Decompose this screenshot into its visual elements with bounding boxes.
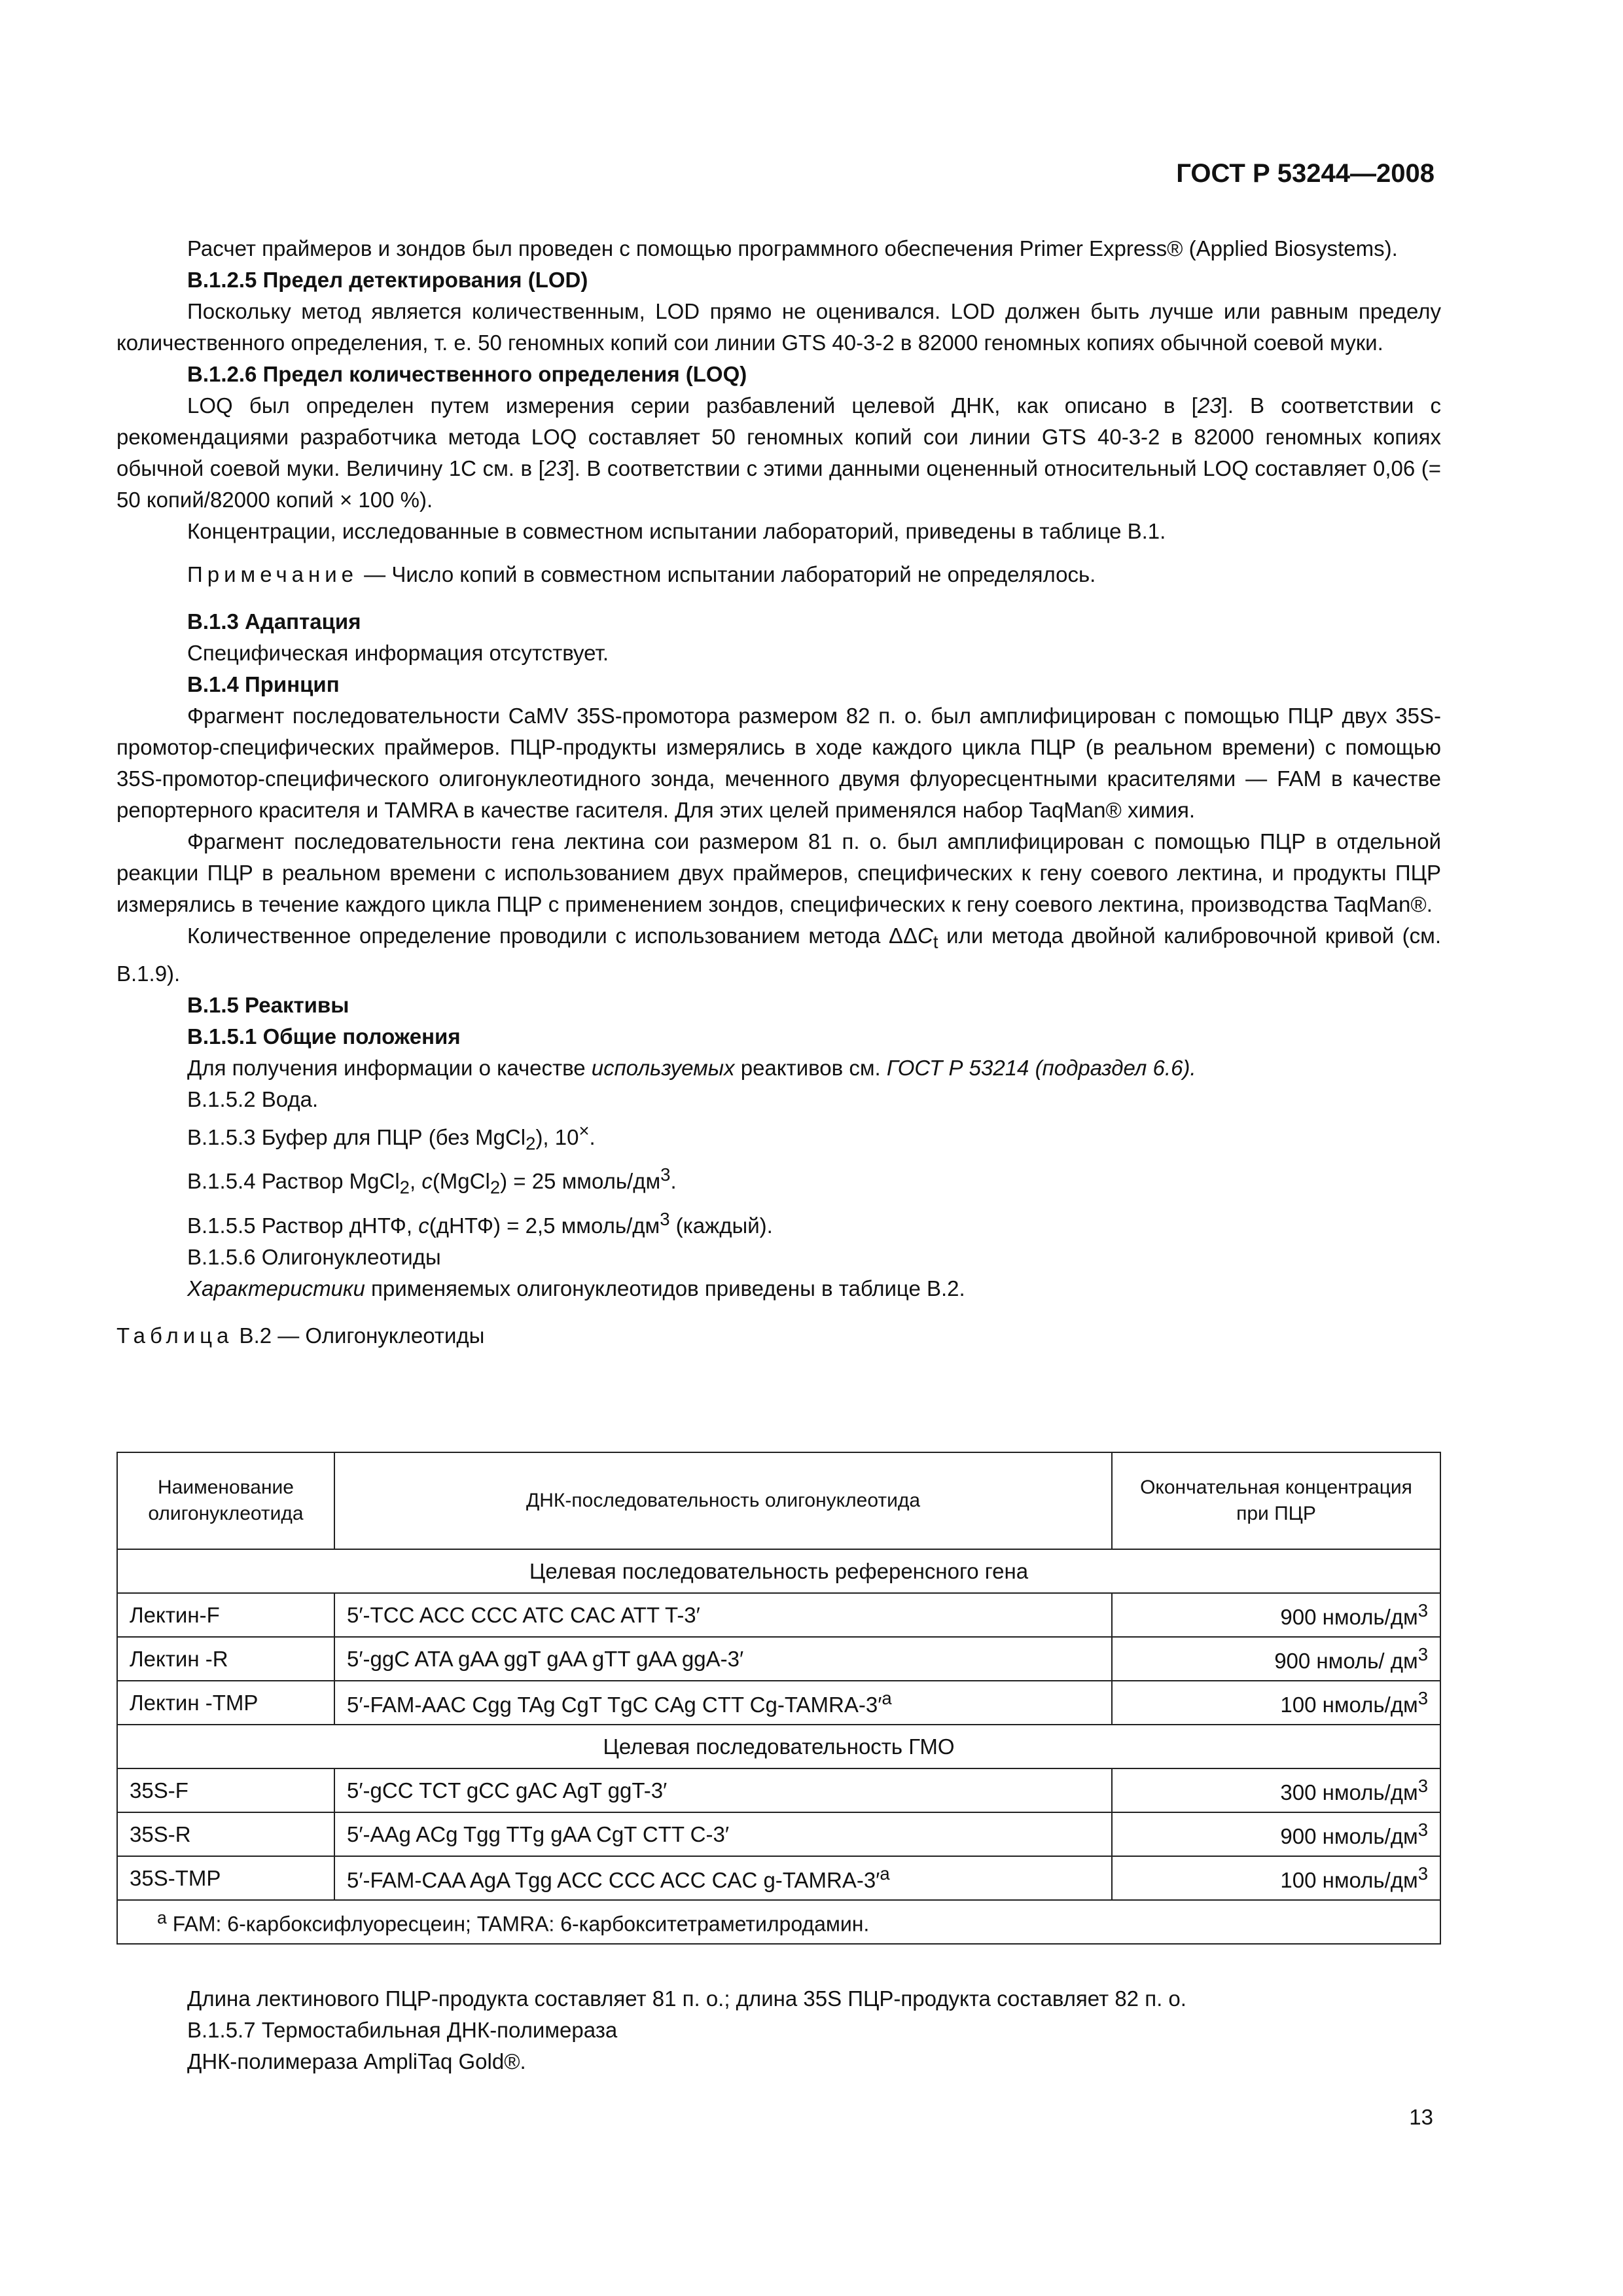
b155-text-b: (дНТФ) = 2,5 ммоль/дм <box>429 1213 660 1238</box>
oligo-sequence: 5′-AAg ACg Tgg TTg gAA CgT CTT C-3′ <box>334 1812 1112 1856</box>
conc-value: 300 нмоль/дм <box>1280 1780 1418 1804</box>
loq-text-a: LOQ был определен путем измерения серии разбавлений целевой ДНК, как описано в [ <box>187 393 1198 418</box>
oligo-name: Лектин -R <box>117 1637 334 1681</box>
table-caption-text: В.2 — Олигонуклеотиды <box>233 1323 485 1348</box>
seq-text: 5′-FAM-CAA AgA Tgg ACC CCC ACC CAC g-TAMRA-3′ <box>347 1868 880 1892</box>
oligo-sequence: 5′-ggC ATA gAA ggT gAA gTT gAA ggA-3′ <box>334 1637 1112 1681</box>
b153-text-b: ), 10 <box>535 1124 579 1149</box>
conc-sup: 3 <box>1418 1776 1428 1796</box>
paragraph-quantification <box>116 920 1441 990</box>
characteristics-italic: Характеристики <box>187 1276 365 1300</box>
group-label-gmo: Целевая последовательность ГМО <box>117 1725 1440 1768</box>
oligonucleotides-table <box>116 1452 1441 1945</box>
loq-ref-1: 23 <box>1197 393 1222 418</box>
header-concentration: Окончательная концентрация при ПЦР <box>1112 1452 1440 1549</box>
oligo-concentration <box>1112 1681 1440 1725</box>
seq-footnote-mark: а <box>882 1688 892 1708</box>
b154-dot: . <box>670 1169 677 1194</box>
table-header-row <box>117 1452 1440 1549</box>
conc-value: 100 нмоль/дм <box>1280 1693 1418 1717</box>
heading-b14: В.1.4 Принцип <box>187 672 340 696</box>
b154-sup: 3 <box>660 1164 671 1185</box>
after-table-text <box>116 1983 1441 2077</box>
paragraph-polymerase: ДНК-полимераза AmpliTaq Gold®. <box>187 2049 526 2073</box>
group-label-reference: Целевая последовательность референсного гена <box>117 1549 1440 1593</box>
conc-value: 900 нмоль/ дм <box>1274 1649 1418 1673</box>
b154-sub-2: 2 <box>490 1177 501 1198</box>
table-caption-label: Таблица <box>116 1323 234 1348</box>
paragraph-loq <box>116 390 1441 516</box>
reagents-text-b: реактивов см. <box>734 1055 887 1080</box>
conc-sup: 3 <box>1418 1688 1428 1708</box>
conc-sup: 3 <box>1418 1600 1428 1621</box>
paragraph-lod: Поскольку метод является количественным, LOD прямо не оценивался. LOD должен быть лучше или равным пределу количественного определения, т. е. 50 геномных копий сои линии GTS 40-3-2 в 82000 геномных копиях обычной соевой муки. <box>116 299 1441 355</box>
group-row-reference <box>117 1549 1440 1593</box>
oligo-concentration <box>1112 1856 1440 1900</box>
footnote-text: FAM: 6-карбоксифлуоресцеин; TAMRA: 6-карбокситетраметилродамин. <box>172 1912 870 1936</box>
oligo-concentration <box>1112 1637 1440 1681</box>
b154-sub: 2 <box>399 1177 410 1198</box>
paragraph-principle-1: Фрагмент последовательности CaMV 35S-промотора размером 82 п. о. был амплифицирован с помощью ПЦР двух 35S-промотор-специфических праймеров. ПЦР-продукты измерялись в ходе каждого цикла ПЦР (в реальном времени) с помощью 35S-промотор-специфического олигонуклеотидного зонда, меченного двумя флуоресцентными красителями — FAM в качестве репортерного красителя и TAMRA в качестве гасителя. Для этих целей применялся набор TaqMan® химия. <box>116 704 1441 822</box>
b154-text-a: В.1.5.4 Раствор MgCl <box>187 1169 400 1194</box>
characteristics-text: применяемых олигонуклеотидов приведены в таблице В.2. <box>365 1276 965 1300</box>
oligo-concentration <box>1112 1812 1440 1856</box>
loq-ref-2: 23 <box>544 456 569 480</box>
paragraph-characteristics <box>116 1273 1441 1304</box>
b155-text-a: В.1.5.5 Раствор дНТФ, <box>187 1213 419 1238</box>
table-footnote <box>117 1900 1440 1944</box>
conc-value: 900 нмоль/дм <box>1280 1605 1418 1629</box>
oligo-sequence: 5′-TCC ACC CCC ATC CAC ATT T-3′ <box>334 1593 1112 1637</box>
b154-text-b: , <box>409 1169 422 1194</box>
header-sequence: ДНК-последовательность олигонуклеотида <box>334 1452 1112 1549</box>
page-number: 13 <box>1409 2105 1433 2129</box>
paragraph-principle-2: Фрагмент последовательности гена лектина сои размером 81 п. о. был амплифицирован с помощью ПЦР в отдельной реакции ПЦР в реальном времени с использованием двух праймеров, специфических к гену соевого лектина, и продукты ПЦР измерялись в течение каждого цикла ПЦР с применением зондов, специфических к гену соевого лектина, производства TaqMan®. <box>116 829 1441 916</box>
oligo-sequence: 5′-gCC TCT gCC gAC AgT ggT-3′ <box>334 1768 1112 1812</box>
heading-b15: В.1.5 Реактивы <box>187 992 349 1017</box>
oligo-name: 35S-F <box>117 1768 334 1812</box>
heading-b125: В.1.2.5 Предел детектирования (LOD) <box>187 268 588 292</box>
item-b154 <box>116 1159 1441 1204</box>
oligo-name: Лектин -TMP <box>117 1681 334 1725</box>
item-b156: В.1.5.6 Олигонуклеотиды <box>187 1244 441 1269</box>
b153-text-a: В.1.5.3 Буфер для ПЦР (без MgCl <box>187 1124 526 1149</box>
conc-value: 900 нмоль/дм <box>1280 1824 1418 1848</box>
table-caption <box>116 1320 1441 1352</box>
oligo-name: 35S-R <box>117 1812 334 1856</box>
paragraph-primer-calc: Расчет праймеров и зондов был проведен с помощью программного обеспечения Primer Express® (Applied Biosystems). <box>187 236 1398 260</box>
b154-text-d: ) = 25 ммоль/дм <box>500 1169 661 1194</box>
item-b155 <box>116 1204 1441 1242</box>
item-b152: В.1.5.2 Вода. <box>187 1086 319 1111</box>
heading-b151: В.1.5.1 Общие положения <box>187 1024 461 1049</box>
note <box>116 559 1441 590</box>
note-text: — Число копий в совместном испытании лабораторий не определялось. <box>358 562 1096 586</box>
oligo-sequence <box>334 1681 1112 1725</box>
b154-c: c <box>421 1169 433 1194</box>
reagents-text-a: Для получения информации о качестве <box>187 1055 592 1080</box>
quant-ct: C <box>918 924 933 948</box>
loq-text-c: ]. В соответствии с этими данными оцененный относительный LOQ составляет 0,06 (= 50 копий/82000 копий × 100 %). <box>116 456 1442 512</box>
b153-dot: . <box>589 1124 596 1149</box>
table-row <box>117 1593 1440 1637</box>
group-row-gmo <box>117 1725 1440 1768</box>
oligo-name: Лектин-F <box>117 1593 334 1637</box>
b155-text-c: (каждый). <box>669 1213 773 1238</box>
table-row <box>117 1768 1440 1812</box>
conc-sup: 3 <box>1418 1863 1428 1884</box>
loq-text-b: ]. В соответствии с рекомендациями разработчика метода LOQ составляет 50 геномных копий сои линии GTS 40-3-2 в 82000 геномных копиях обычной соевой муки. Величину 1С см. в [ <box>116 393 1441 480</box>
b153-sub: 2 <box>526 1133 536 1154</box>
reagents-gost-ref: ГОСТ Р 53214 (подраздел 6.6). <box>886 1055 1196 1080</box>
table-row <box>117 1856 1440 1900</box>
paragraph-product-length: Длина лектинового ПЦР-продукта составляет 81 п. о.; длина 35S ПЦР-продукта составляет 82 п. о. <box>187 1986 1186 2011</box>
header-name: Наименование олигонуклеотида <box>117 1452 334 1549</box>
table-row <box>117 1637 1440 1681</box>
conc-sup: 3 <box>1418 1644 1428 1664</box>
paragraph-concentrations: Концентрации, исследованные в совместном испытании лабораторий, приведены в таблице В.1. <box>187 519 1166 543</box>
paragraph-adaptation: Специфическая информация отсутствует. <box>187 641 609 665</box>
oligo-concentration <box>1112 1593 1440 1637</box>
b155-sup: 3 <box>660 1208 670 1229</box>
conc-value: 100 нмоль/дм <box>1280 1868 1418 1892</box>
conc-sup: 3 <box>1418 1820 1428 1840</box>
b155-c: c <box>418 1213 429 1238</box>
oligo-sequence <box>334 1856 1112 1900</box>
document-header-id: ГОСТ Р 53244—2008 <box>1176 159 1435 188</box>
b154-text-c: (MgCl <box>432 1169 490 1194</box>
seq-text: 5′-FAM-AAC Cgg TAg CgT TgC CAg CTT Cg-TAMRA-3′ <box>347 1693 882 1717</box>
seq-footnote-mark: а <box>880 1863 890 1884</box>
quant-ct-sub: t <box>933 931 938 952</box>
quant-text-b: или метода двойной калибровочной кривой (см. В.1.9). <box>116 924 1441 986</box>
body-text <box>116 233 1441 1357</box>
table-footnote-row <box>117 1900 1440 1944</box>
table-row <box>117 1681 1440 1725</box>
heading-b13: В.1.3 Адаптация <box>187 609 361 634</box>
footnote-mark: а <box>157 1907 167 1928</box>
heading-b126: В.1.2.6 Предел количественного определения (LOQ) <box>187 362 747 386</box>
oligo-concentration <box>1112 1768 1440 1812</box>
note-label: Примечание <box>187 562 359 586</box>
item-b157: В.1.5.7 Термостабильная ДНК-полимераза <box>187 2018 618 2042</box>
item-b153 <box>116 1115 1441 1160</box>
b153-times: × <box>579 1120 590 1141</box>
reagents-italic-1: используемых <box>591 1055 735 1080</box>
table-row <box>117 1812 1440 1856</box>
paragraph-reagents-quality <box>116 1052 1441 1084</box>
oligo-name: 35S-TMP <box>117 1856 334 1900</box>
quant-text-a: Количественное определение проводили с использованием метода ΔΔ <box>187 924 918 948</box>
